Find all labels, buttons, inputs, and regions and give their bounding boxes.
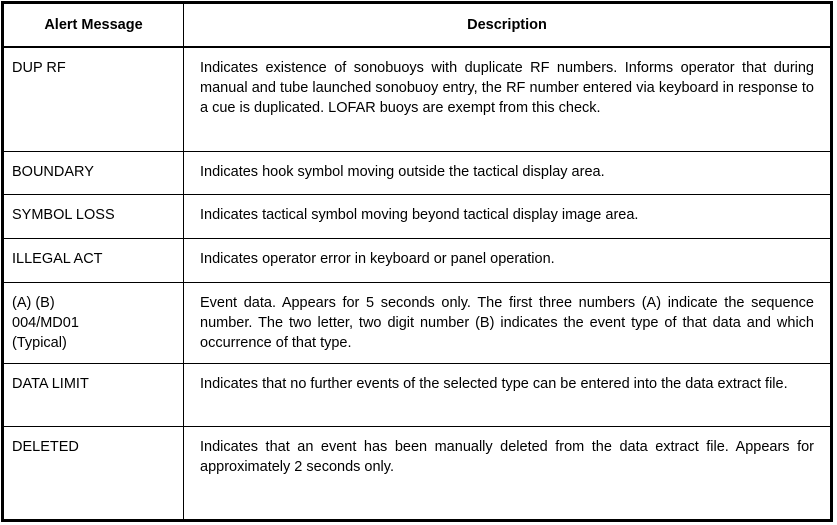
column-header-alert-message: Alert Message — [4, 4, 184, 48]
alert-message-cell: DELETED — [4, 427, 184, 520]
alert-message-cell: DUP RF — [4, 47, 184, 152]
table-row — [4, 283, 831, 364]
description-cell: Indicates that no further events of the selected type can be entered into the data extract file. — [184, 364, 831, 427]
alert-message-table — [3, 3, 831, 520]
description-cell: Indicates hook symbol moving outside the tactical display area. — [184, 152, 831, 195]
description-cell: Indicates that an event has been manually deleted from the data extract file. Appears for approximately 2 seconds only. — [184, 427, 831, 520]
table-row — [4, 152, 831, 195]
table-row — [4, 47, 831, 152]
alert-message-cell: ILLEGAL ACT — [4, 239, 184, 283]
alert-message-cell: SYMBOL LOSS — [4, 195, 184, 239]
description-cell: Event data. Appears for 5 seconds only. The first three numbers (A) indicate the sequence number. The two letter, two digit number (B) indicates the event type of that data and which occurrence of that type. — [184, 283, 831, 364]
alert-message-cell: DATA LIMIT — [4, 364, 184, 427]
table-row — [4, 364, 831, 427]
alert-message-table-container — [1, 1, 833, 522]
table-row — [4, 195, 831, 239]
description-cell: Indicates existence of sonobuoys with duplicate RF numbers. Informs operator that during manual and tube launched sonobuoy entry, the RF number entered via keyboard in response to a cue is duplicated. LOFAR buoys are exempt from this check. — [184, 47, 831, 152]
alert-message-cell: BOUNDARY — [4, 152, 184, 195]
column-header-description: Description — [184, 4, 831, 48]
description-cell: Indicates tactical symbol moving beyond tactical display image area. — [184, 195, 831, 239]
alert-message-cell: (A) (B) 004/MD01 (Typical) — [4, 283, 184, 364]
table-row — [4, 427, 831, 520]
table-header-row — [4, 4, 831, 48]
table-row — [4, 239, 831, 283]
description-cell: Indicates operator error in keyboard or panel operation. — [184, 239, 831, 283]
